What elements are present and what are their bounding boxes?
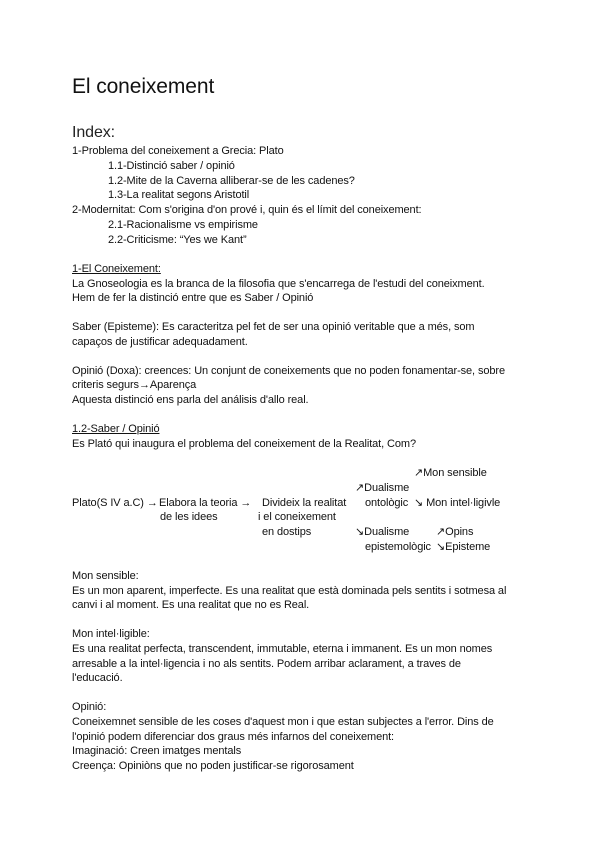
paragraph-line: Imaginació: Creen imatges mentals: [72, 745, 242, 757]
paragraph-line: Saber (Episteme): Es caracteritza pel fet de ser una opinió veritable que a més, som: [72, 321, 475, 333]
paragraph-line: Opinió (Doxa): creences: Un conjunt de coneixements que no poden fonamentar-se, sobre: [72, 365, 505, 377]
paragraph-line: l'educació.: [72, 672, 123, 684]
diagram-label: ↘Dualisme: [355, 526, 410, 538]
paragraph-line: capaços de justificar adequadament.: [72, 336, 248, 348]
index-item: 2-Modernitat: Com s'origina d'on prové i, quin és el límit del coneixement:: [72, 204, 422, 216]
index-item: 1.2-Mite de la Caverna alliberar-se de les cadenes?: [108, 175, 355, 187]
index-item: 1.1-Distinció saber / opinió: [108, 160, 235, 172]
index-item: 1-Problema del coneixement a Grecia: Plato: [72, 145, 284, 157]
diagram-label: ↗Dualisme: [355, 482, 410, 494]
diagram-label: epistemològic: [365, 541, 431, 553]
subsection-heading: Mon intel·ligible:: [72, 628, 150, 640]
diagram-label: de les idees: [160, 511, 218, 523]
paragraph-line: Hem de fer la distinció entre que es Saber / Opinió: [72, 292, 314, 304]
index-item: 2.2-Criticisme: “Yes we Kant”: [108, 234, 247, 246]
diagram-label: en dostips: [262, 526, 312, 538]
paragraph-line: Creença: Opiniòns que no poden justificar-se rigorosament: [72, 760, 354, 772]
paragraph-line: La Gnoseologia es la branca de la filosofia que s'encarrega de l'estudi del coneixment.: [72, 278, 485, 290]
diagram-label: ↗Opins: [436, 526, 474, 538]
subsection-heading: Opinió:: [72, 701, 107, 713]
page-title: El coneixement: [72, 75, 215, 98]
section-heading: 1.2-Saber / Opinió: [72, 423, 160, 435]
paragraph-line: Es una realitat perfecta, transcendent, immutable, eterna i immanent. Es un mon nomes: [72, 643, 493, 655]
diagram-label: Plato(S IV a.C) →: [72, 497, 158, 509]
diagram-label: Elabora la teoria →: [159, 497, 252, 509]
diagram-label: ↘Episteme: [436, 541, 491, 553]
diagram-label: ontològic: [365, 497, 409, 509]
diagram-label: ↘ Mon intel·ligivle: [414, 497, 501, 509]
section-heading: 1-El Coneixement:: [72, 263, 161, 275]
subsection-heading: Mon sensible:: [72, 570, 139, 582]
paragraph-line: Coneixemnet sensible de les coses d'aquest mon i que estan subjectes a l'error. Dins de: [72, 716, 494, 728]
paragraph-line: arresable a la intel·ligencia i no als sentits. Podem arribar aclarament, a traves de: [72, 658, 461, 670]
diagram-label: Divideix la realitat: [262, 497, 347, 509]
paragraph-line: l'opinió podem diferenciar dos graus més infarnos del coneixement:: [72, 731, 395, 743]
index-item: 2.1-Racionalisme vs empirisme: [108, 219, 258, 231]
paragraph-line: Es un mon aparent, imperfecte. Es una realitat que està dominada pels sentits i sotmesa al: [72, 585, 507, 597]
index-heading: Index:: [72, 124, 115, 141]
paragraph-line: Es Plató qui inaugura el problema del coneixement de la Realitat, Com?: [72, 438, 416, 450]
paragraph-line: canvi i al moment. Es una realitat que no es Real.: [72, 599, 310, 611]
diagram-label: ↗Mon sensible: [414, 467, 487, 479]
paragraph-line: criteris segurs→Aparença: [72, 379, 197, 391]
index-item: 1.3-La realitat segons Aristotil: [108, 189, 250, 201]
paragraph-line: Aquesta distinció ens parla del análisis d'allo real.: [72, 394, 309, 406]
diagram-label: i el coneixement: [258, 511, 336, 523]
